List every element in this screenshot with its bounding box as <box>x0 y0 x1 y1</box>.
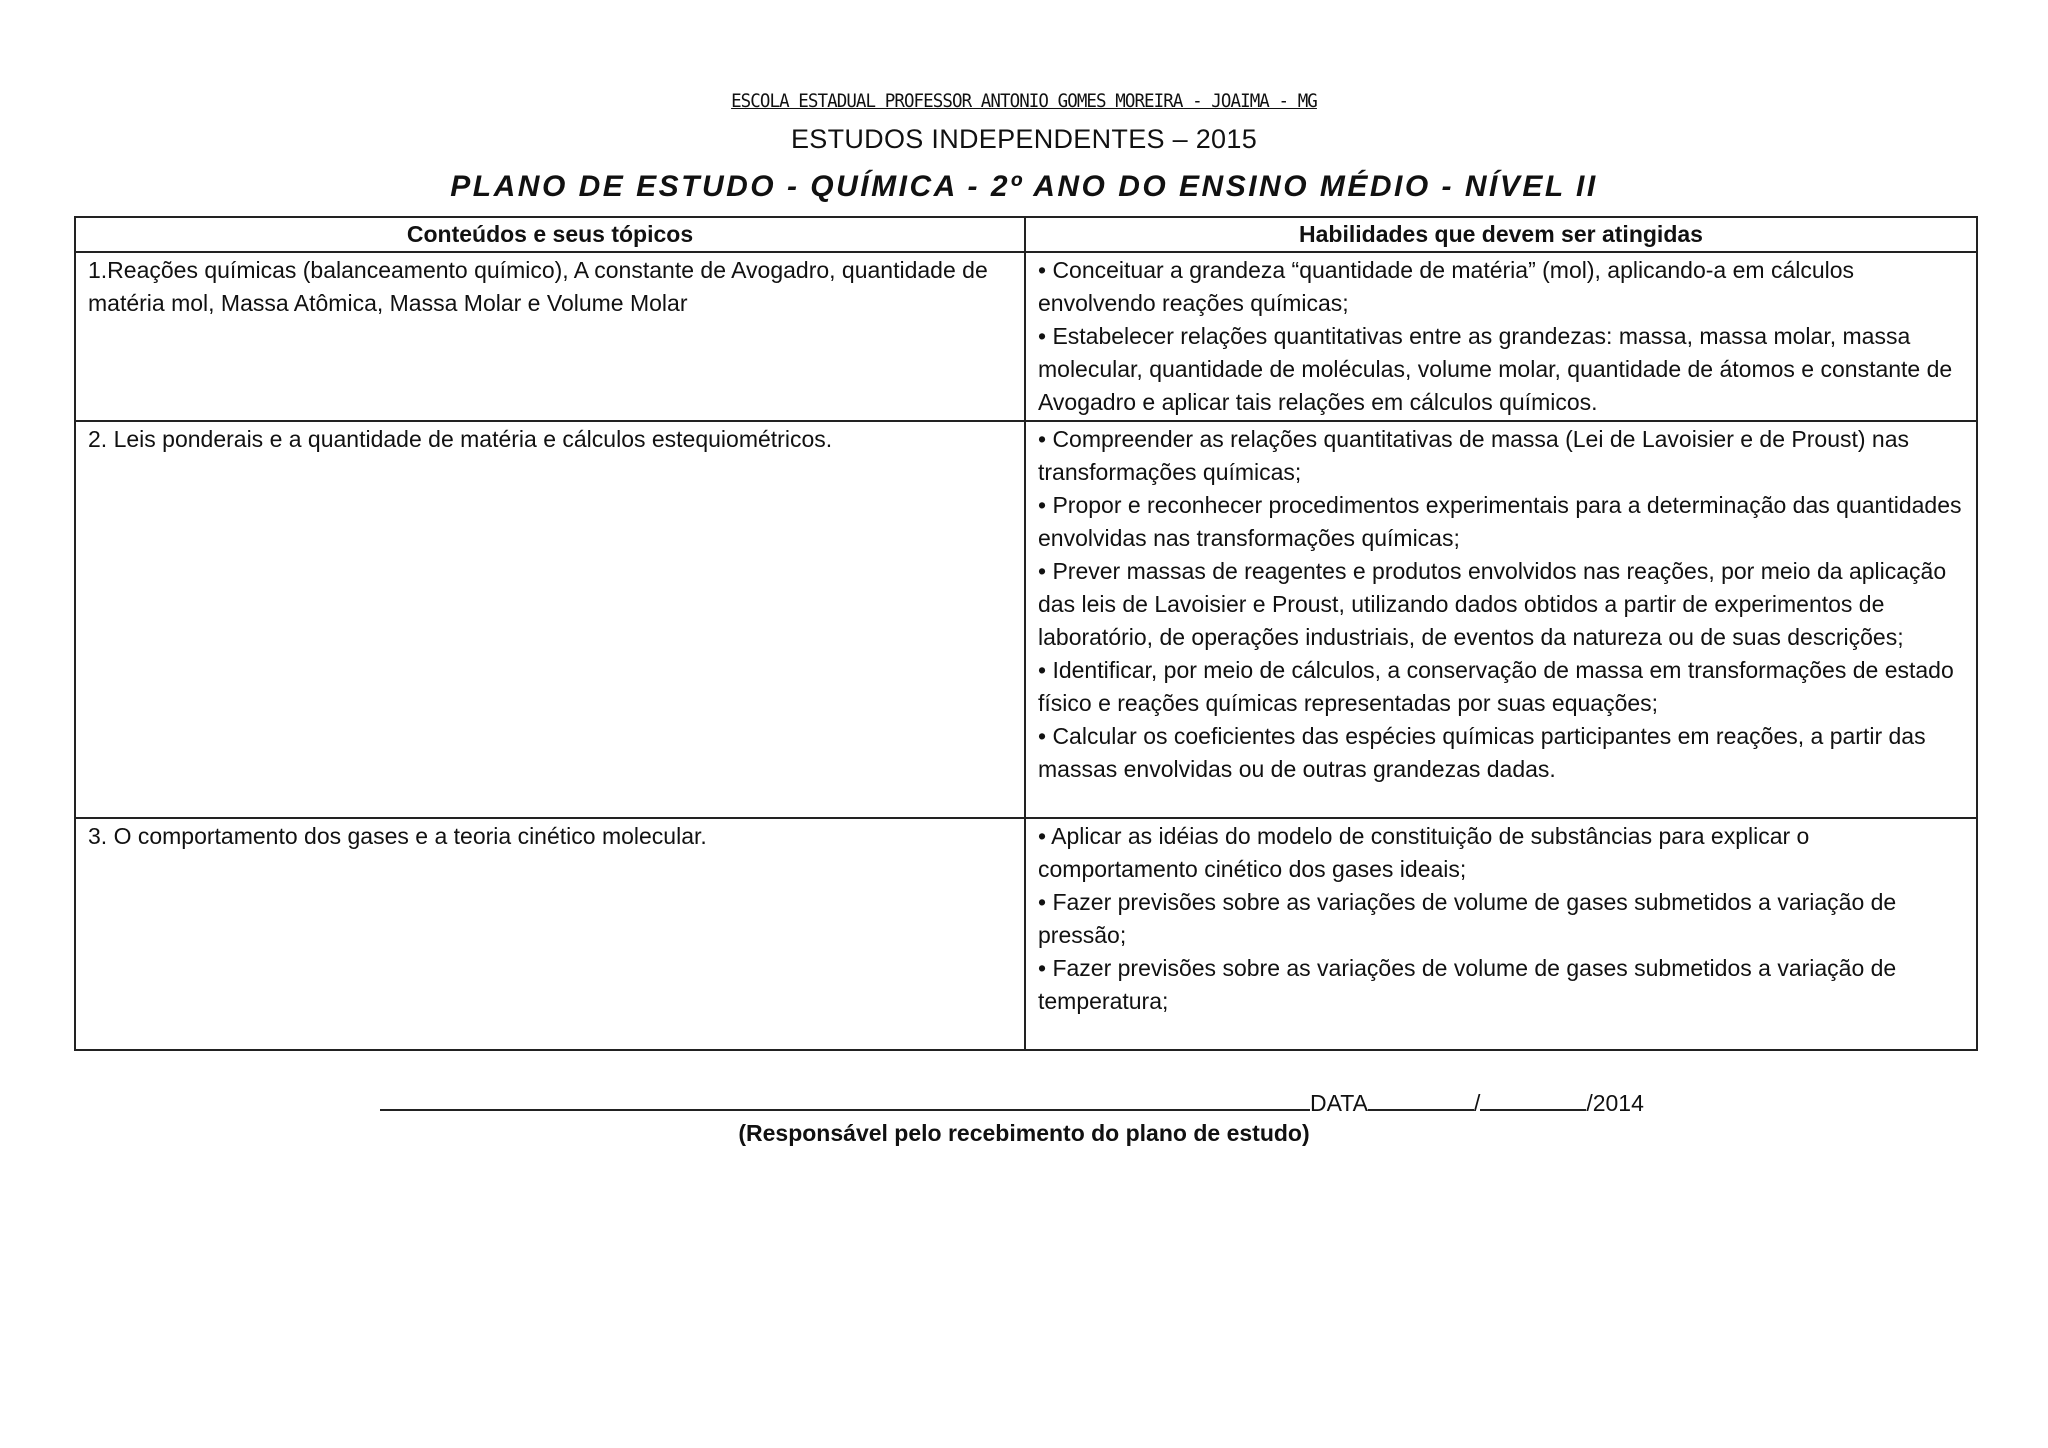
skill-item: • Identificar, por meio de cálculos, a conservação de massa em transformações de estado físico e reações químicas representadas por suas equações; <box>1038 657 1954 716</box>
skill-item: • Estabelecer relações quantitativas entre as grandezas: massa, massa molar, massa molecular, quantidade de moléculas, volume molar, quantidade de átomos e constante de Avogadro e aplicar tais relações em cálculos químicos. <box>1038 323 1953 415</box>
skill-item: • Calcular os coeficientes das espécies químicas participantes em reações, a partir das massas envolvidas ou de outras grandezas dadas. <box>1038 723 1926 782</box>
skill-item: • Conceituar a grandeza “quantidade de matéria” (mol), aplicando-a em cálculos envolvendo reações químicas; <box>1038 257 1855 316</box>
date-year: /2014 <box>1586 1090 1644 1116</box>
topic-cell: 1.Reações químicas (balanceamento químico), A constante de Avogadro, quantidade de matéria mol, Massa Atômica, Massa Molar e Volume Molar <box>75 252 1025 421</box>
skill-item: • Compreender as relações quantitativas de massa (Lei de Lavoisier e de Proust) nas transformações químicas; <box>1038 426 1910 485</box>
responsible-caption: (Responsável pelo recebimento do plano de estudo) <box>738 1120 1310 1146</box>
skill-item: • Aplicar as idéias do modelo de constituição de substâncias para explicar o comportamento cinético dos gases ideais; <box>1038 823 1810 882</box>
topic-cell: 2. Leis ponderais e a quantidade de matéria e cálculos estequiométricos. <box>75 421 1025 818</box>
column-header-skills: Habilidades que devem ser atingidas <box>1025 217 1977 252</box>
skill-item: • Prever massas de reagentes e produtos envolvidos nas reações, por meio da aplicação das leis de Lavoisier e Proust, utilizando dados obtidos a partir de experimentos de laboratório, de operações industriais, de eventos da natureza ou de suas descrições; <box>1038 558 1947 650</box>
date-separator: / <box>1473 1090 1481 1116</box>
skills-cell <box>1025 421 1977 818</box>
date-month-blank[interactable] <box>1480 1085 1586 1111</box>
skills-cell <box>1025 252 1977 421</box>
table-row <box>75 421 1977 818</box>
skill-item: • Propor e reconhecer procedimentos experimentais para a determinação das quantidades envolvidas nas transformações químicas; <box>1038 492 1962 551</box>
signature-date-line <box>380 1085 1644 1117</box>
skill-item: • Fazer previsões sobre as variações de volume de gases submetidos a variação de pressão; <box>1038 889 1897 948</box>
table-header-row <box>75 217 1977 252</box>
study-plan-table <box>74 216 1978 1051</box>
skills-cell <box>1025 818 1977 1050</box>
skill-item: • Fazer previsões sobre as variações de volume de gases submetidos a variação de temperatura; <box>1038 955 1897 1014</box>
school-name: ESCOLA ESTADUAL PROFESSOR ANTONIO GOMES MOREIRA - JOAIMA - MG <box>731 90 1317 112</box>
signature-blank[interactable] <box>380 1085 1310 1111</box>
date-day-blank[interactable] <box>1368 1085 1474 1111</box>
topic-cell: 3. O comportamento dos gases e a teoria cinético molecular. <box>75 818 1025 1050</box>
date-label: DATA <box>1310 1090 1368 1116</box>
document-subtitle: ESTUDOS INDEPENDENTES – 2015 <box>790 124 1258 154</box>
table-row <box>75 818 1977 1050</box>
plan-title: PLANO DE ESTUDO - QUÍMICA - 2º ANO DO ENSINO MÉDIO - NÍVEL II <box>450 170 1598 203</box>
table-row <box>75 252 1977 421</box>
column-header-contents: Conteúdos e seus tópicos <box>75 217 1025 252</box>
